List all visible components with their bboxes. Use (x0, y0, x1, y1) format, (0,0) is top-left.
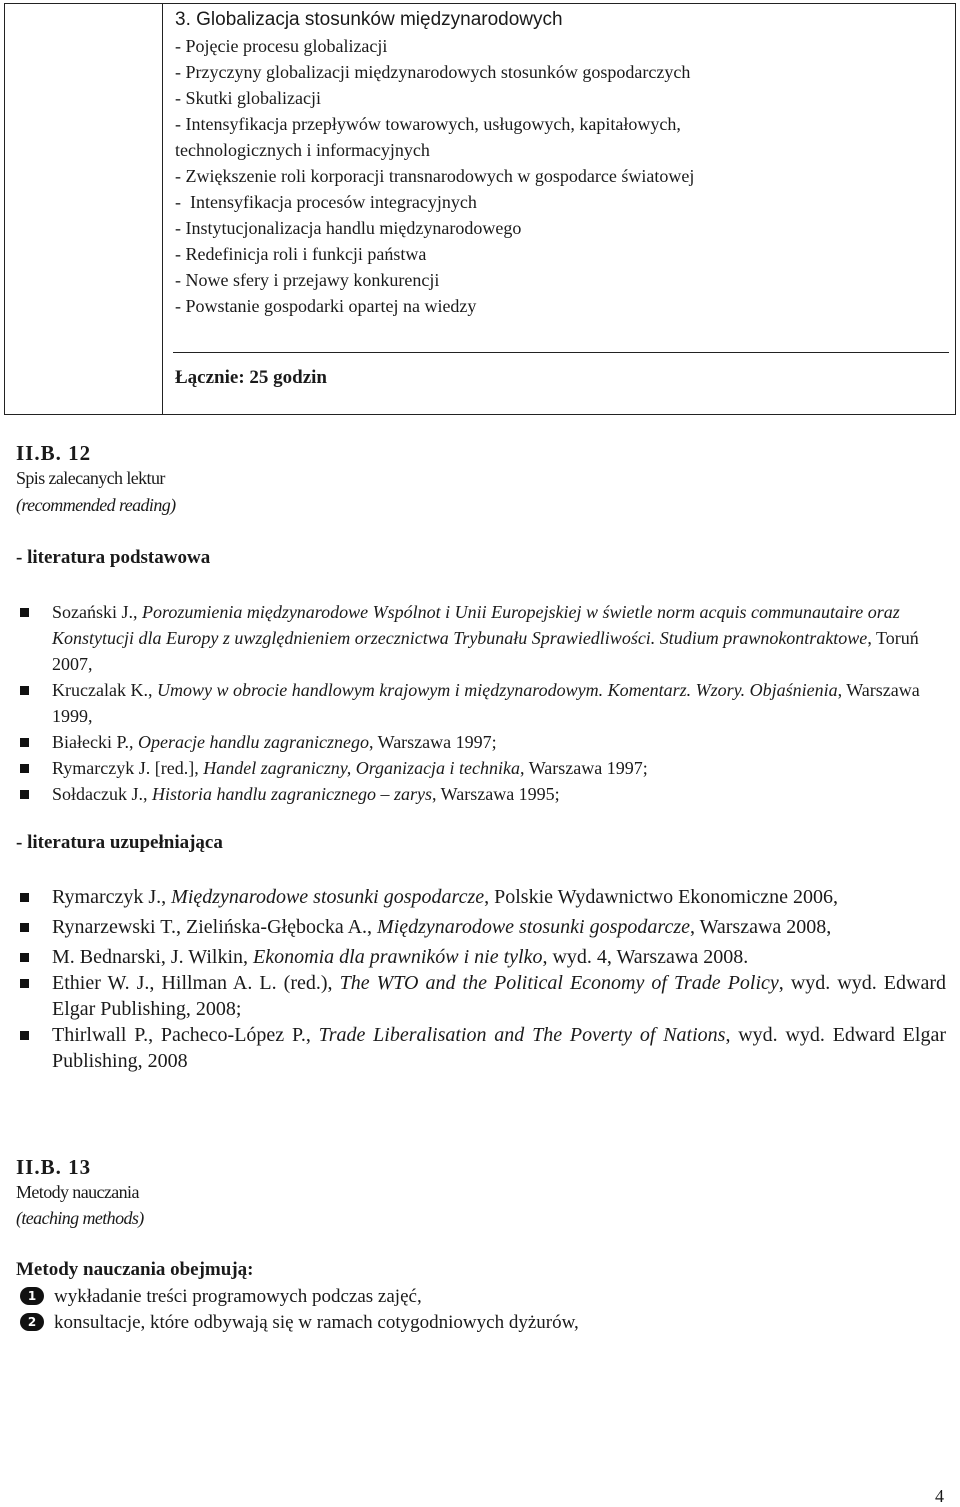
bullet-icon (20, 738, 29, 747)
list-item: Rymarczyk J. [red.], Handel zagraniczny, Organizacja i technika, Warszawa 1997; (16, 755, 946, 781)
extra-literature-heading: - literatura uzupełniająca (16, 832, 223, 853)
basic-literature-heading: - literatura podstawowa (16, 547, 211, 568)
bullet-icon (20, 893, 29, 902)
basic-literature-list (16, 599, 946, 807)
topic-item: technologicznych i informacyjnych (175, 140, 430, 160)
list-item: Sołdaczuk J., Historia handlu zagranicznego – zarys, Warszawa 1995; (16, 781, 946, 807)
bullet-icon (20, 953, 29, 962)
method-item (16, 1310, 579, 1336)
bullet-icon (20, 686, 29, 695)
list-item: Kruczalak K., Umowy w obrocie handlowym krajowym i międzynarodowym. Komentarz. Wzory. Objaśnienia, Warszawa 1999, (16, 677, 946, 729)
extra-literature-list (16, 884, 946, 1074)
list-item: Rynarzewski T., Zielińska-Głębocka A., Międzynarodowe stosunki gospodarcze, Warszawa 2008, (16, 914, 946, 940)
syllabus-table (4, 3, 956, 415)
methods-heading: Metody nauczania obejmują: (16, 1259, 254, 1280)
topic-item: - Zwiększenie roli korporacji transnarodowych w gospodarce światowej (175, 166, 695, 186)
methods-list (16, 1284, 579, 1336)
section-title: Spis zalecanych lektur (16, 468, 165, 488)
topic-item: - Redefinicja roli i funkcji państwa (175, 244, 427, 264)
list-item: Rymarczyk J., Międzynarodowe stosunki gospodarcze, Polskie Wydawnictwo Ekonomiczne 2006, (16, 884, 946, 910)
section-code: II.B. 13 (16, 1155, 92, 1179)
topic-item: - Skutki globalizacji (175, 88, 321, 108)
section-code: II.B. 12 (16, 441, 92, 465)
topic-item: - Przyczyny globalizacji międzynarodowych stosunków gospodarczych (175, 62, 691, 82)
topic-item: - Intensyfikacja przepływów towarowych, usługowych, kapitałowych, (175, 114, 681, 134)
section-subtitle: (teaching methods) (16, 1208, 144, 1228)
method-item (16, 1284, 579, 1310)
bullet-icon (20, 790, 29, 799)
table-left-cell (5, 4, 163, 414)
list-item: M. Bednarski, J. Wilkin, Ekonomia dla prawników i nie tylko, wyd. 4, Warszawa 2008. (16, 944, 946, 970)
bullet-icon (20, 1031, 29, 1040)
topic-title: 3. Globalizacja stosunków międzynarodowych (175, 9, 563, 30)
total-hours: Łącznie: 25 godzin (175, 367, 327, 388)
list-item: Sozański J., Porozumienia międzynarodowe Wspólnot i Unii Europejskiej w świetle norm acquis communautaire oraz Konstytucji dla Europy z uwzględnieniem orzecznictwa Trybunału Sprawiedliwości. Studium prawnokontraktowe, Toruń 2007, (16, 599, 946, 677)
total-divider (173, 352, 949, 353)
method-text: konsultacje, które odbywają się w ramach cotygodniowych dyżurów, (54, 1312, 579, 1333)
list-item: Thirlwall P., Pacheco-López P., Trade Liberalisation and The Poverty of Nations, wyd. wyd. Edward Elgar Publishing, 2008 (16, 1022, 946, 1074)
table-content-cell (175, 7, 950, 319)
bullet-icon (20, 764, 29, 773)
number-one-icon: 1 (20, 1287, 44, 1305)
bullet-icon (20, 608, 29, 617)
topic-item: - Powstanie gospodarki opartej na wiedzy (175, 296, 477, 316)
topic-item: - Intensyfikacja procesów integracyjnych (175, 192, 477, 212)
number-two-icon: 2 (20, 1313, 44, 1331)
bullet-icon (20, 923, 29, 932)
list-item: Białecki P., Operacje handlu zagranicznego, Warszawa 1997; (16, 729, 946, 755)
topic-item: - Instytucjonalizacja handlu międzynarodowego (175, 218, 522, 238)
method-text: wykładanie treści programowych podczas zajęć, (54, 1286, 422, 1307)
topic-item: - Nowe sfery i przejawy konkurencji (175, 270, 440, 290)
topic-item: - Pojęcie procesu globalizacji (175, 36, 388, 56)
page-number: 4 (935, 1486, 944, 1506)
bullet-icon (20, 979, 29, 988)
list-item: Ethier W. J., Hillman A. L. (red.), The WTO and the Political Economy of Trade Policy, wyd. wyd. Edward Elgar Publishing, 2008; (16, 970, 946, 1022)
section-title: Metody nauczania (16, 1182, 139, 1202)
section-subtitle: (recommended reading) (16, 495, 176, 515)
